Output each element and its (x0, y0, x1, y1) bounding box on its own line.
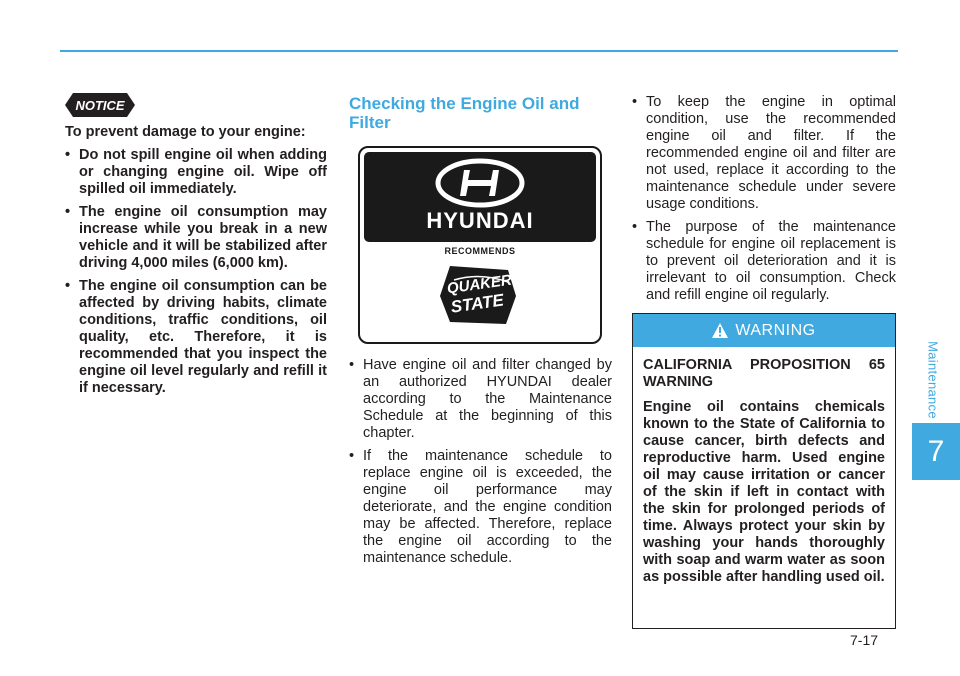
hyundai-quaker-state-logo (358, 146, 602, 344)
logo-recommends-text: RECOMMENDS (444, 246, 516, 256)
warning-title: WARNING (735, 321, 816, 339)
logo-brand-text: HYUNDAI (426, 208, 534, 233)
notice-label: NOTICE (75, 97, 125, 113)
logo-graphic (358, 146, 602, 344)
notice-badge (65, 93, 135, 117)
logo-product-line1: QUAKER (445, 271, 513, 298)
chapter-number: 7 (912, 423, 960, 480)
section-item: • If the maintenance schedule to replace engine oil is exceeded, the engine oil performance may deteriorate, and the engine condition may be affected. Therefore, replace the engine oil according to the maintenance schedule. (349, 448, 612, 567)
header-rule (60, 50, 898, 52)
warning-triangle-icon (712, 323, 728, 338)
notice-content (65, 124, 327, 403)
warning-header (633, 314, 895, 347)
section-item: • The purpose of the maintenance schedule for engine oil replacement is to prevent oil deterioration and it is irrelevant to oil consumption. Check and refill engine oil regularly. (632, 219, 896, 304)
warning-box (632, 313, 896, 629)
page-number: 7-17 (850, 632, 879, 648)
notice-item: • The engine oil consumption may increase while you break in a new vehicle and it will be stabilized after driving 4,000 miles (6,000 km). (65, 204, 327, 272)
side-tab-text: Maintenance (925, 341, 941, 419)
section-list-col2 (349, 357, 612, 573)
notice-item: • The engine oil consumption can be affected by driving habits, climate conditions, traffic conditions, oil quality, etc. Therefore, it is recommended that you inspect the engine oil level regularly and refill it if necessary. (65, 278, 327, 397)
warning-text: Engine oil contains chemicals known to the State of California to cause cancer, birth defects and reproductive harm. Used engine oil may cause irritation or cancer of the skin if left in contact with the skin for prolonged periods of time. Always protect your skin by washing your hands thoroughly with soap and warm water as soon as possible after handling used oil. (643, 399, 885, 585)
section-item: • Have engine oil and filter changed by an authorized HYUNDAI dealer according to the Maintenance Schedule at the beginning of this chapter. (349, 357, 612, 442)
side-tab-label (918, 335, 948, 425)
warning-body (633, 347, 895, 586)
notice-item: • Do not spill engine oil when adding or changing engine oil. Wipe off spilled oil immediately. (65, 147, 327, 198)
warning-heading: CALIFORNIA PROPOSITION 65 WARNING (643, 357, 885, 390)
section-list-col3 (632, 94, 896, 310)
section-title: Checking the Engine Oil and Filter (349, 94, 580, 132)
notice-intro: To prevent damage to your engine: (65, 124, 306, 140)
logo-product-line2: STATE (449, 290, 505, 317)
section-item: • To keep the engine in optimal condition, use the recommended engine oil and filter. If the recommended engine oil and filter are not used, replace it according to the maintenance schedule under severe usage conditions. (632, 94, 896, 213)
